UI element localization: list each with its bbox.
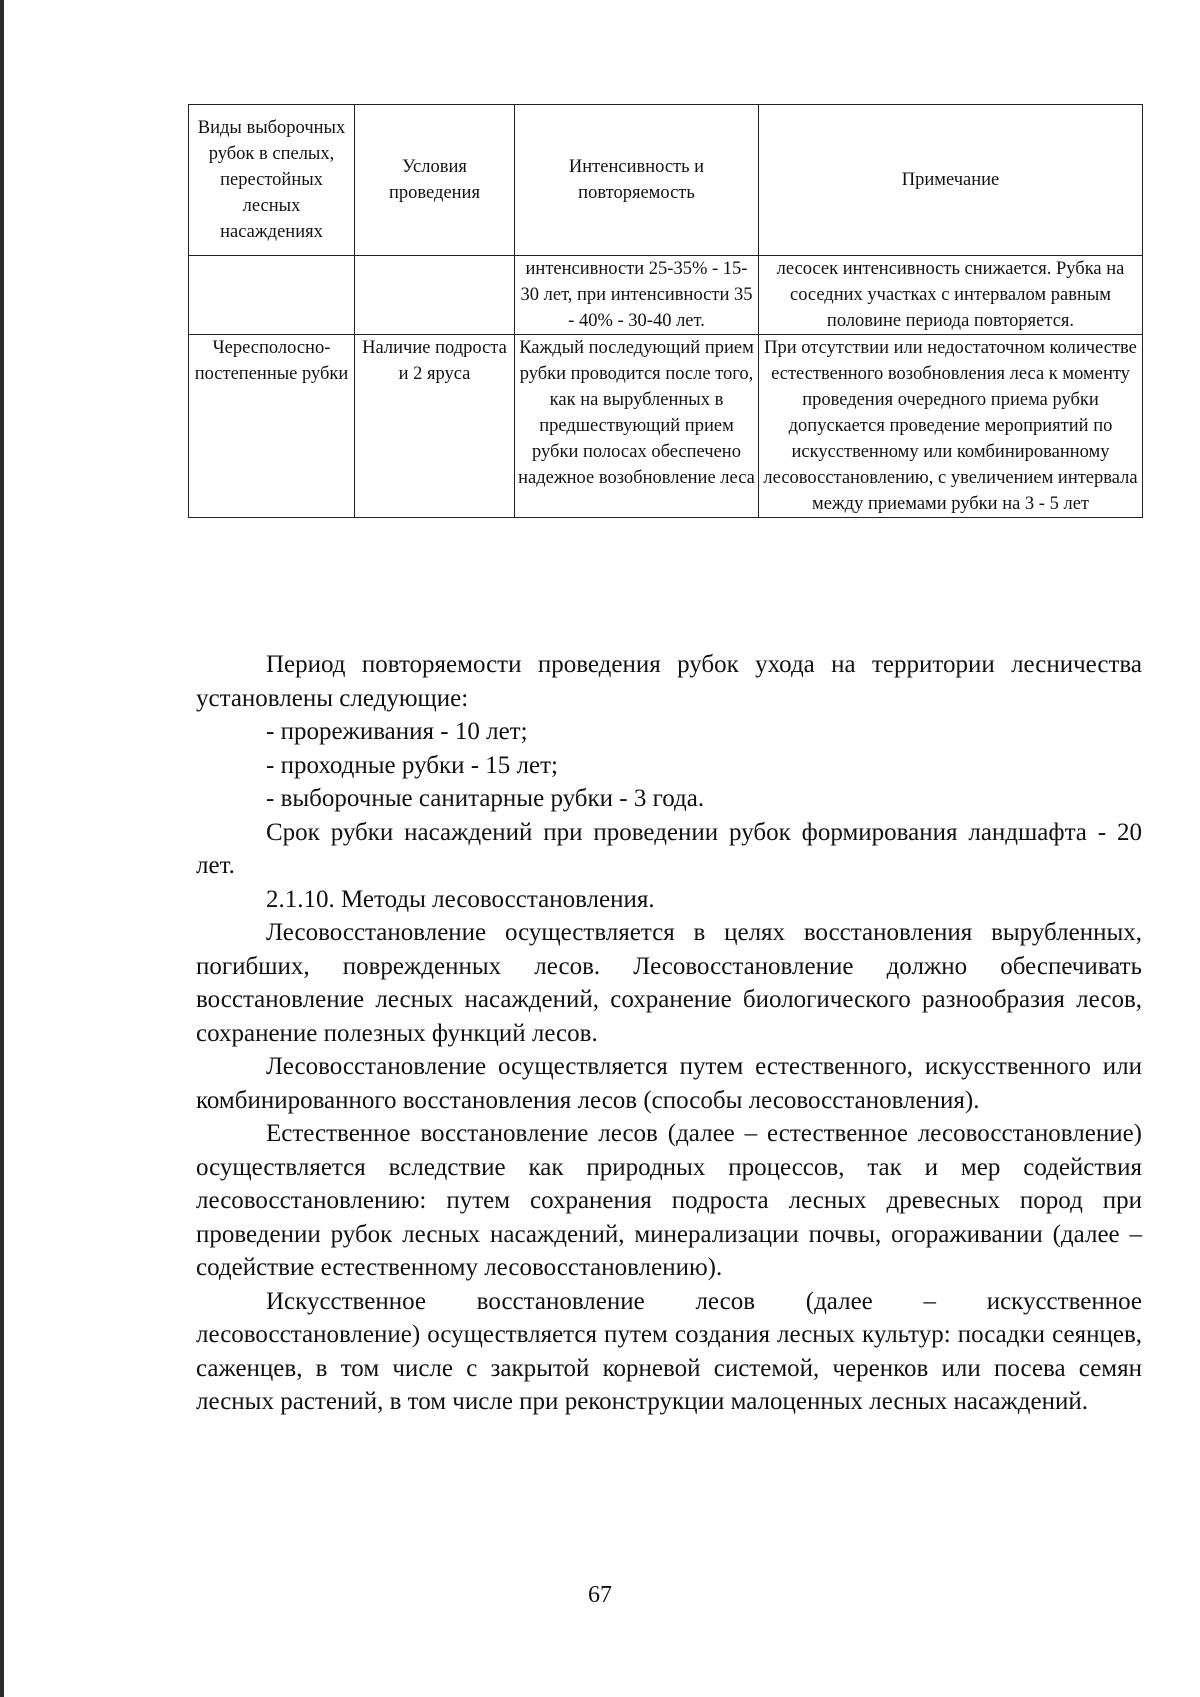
header-conditions: Условия проведения [355,105,515,256]
header-felling-type: Виды выборочных рубок в спелых, перестойных лесных насаждениях [189,105,355,256]
header-intensity: Интенсивность и повторяемость [515,105,759,256]
section-heading: 2.1.10. Методы лесовосстановления. [266,885,655,913]
paragraph-natural-reforestation: Естественное восстановление лесов (далее – естественное лесовосстановление) осуществляется вследствие как природных процессов, так и мер содействия лесовосстановлению: путем сохранения подроста лесных древесных пород при проведении рубок лесных насаждений, минерализации почвы, огораживании (далее – содействие естественному лесовосстановлению). [196,1120,1142,1281]
cell-note: При отсутствии или недостаточном количестве естественного возобновления леса к моменту проведения очередного приема рубки допускается проведение мероприятий по искусственному или комбинированному лесовосстановлению, с увеличением интервала между приемами рубки на 3 - 5 лет [759,335,1143,518]
page-edge-line [0,0,4,1697]
paragraph-repeat-period: Период повторяемости проведения рубок ухода на территории лесничества установлены следующие: [196,651,1142,712]
felling-table [188,104,1143,518]
cell-note: лесосек интенсивность снижается. Рубка на соседних участках с интервалом равным половине периода повторяется. [759,256,1143,335]
table-row [189,335,1143,518]
cell-conditions: Наличие подроста и 2 яруса [355,335,515,518]
cell-conditions [355,256,515,335]
page-number: 67 [588,1582,612,1608]
table-row [189,256,1143,335]
header-note: Примечание [759,105,1143,256]
paragraph-reforestation-purpose: Лесовосстановление осуществляется в целях восстановления вырубленных, погибших, поврежденных лесов. Лесовосстановление должно обеспечивать восстановление лесных насаждений, сохранение биологического разнообразия лесов, сохранение полезных функций лесов. [196,919,1142,1047]
cell-felling-type: Чересполосно-постепенные рубки [189,335,355,518]
paragraph-artificial-reforestation: Искусственное восстановление лесов (далее – искусственное лесовосстановление) осуществляется путем создания лесных культур: посадки сеянцев, саженцев, в том числе с закрытой корневой системой, черенков или посева семян лесных растений, в том числе при реконструкции малоценных лесных насаждений. [196,1287,1142,1415]
list-item: - проходные рубки - 15 лет; [266,751,559,779]
paragraph-landscape-felling: Срок рубки насаждений при проведении рубок формирования ландшафта - 20 лет. [196,818,1142,879]
cell-intensity: Каждый последующий прием рубки проводится после того, как на вырубленных в предшествующий прием рубки полосах обеспечено надежное возобновление леса [515,335,759,518]
table-header-row [189,105,1143,256]
cell-intensity: интенсивности 25-35% - 15-30 лет, при интенсивности 35 - 40% - 30-40 лет. [515,256,759,335]
list-item: - выборочные санитарные рубки - 3 года. [266,785,705,812]
document-body [196,648,1142,1419]
list-item: - прореживания - 10 лет; [266,718,528,745]
paragraph-reforestation-methods: Лесовосстановление осуществляется путем естественного, искусственного или комбинированного восстановления лесов (способы лесовосстановления). [196,1053,1142,1114]
cell-felling-type [189,256,355,335]
